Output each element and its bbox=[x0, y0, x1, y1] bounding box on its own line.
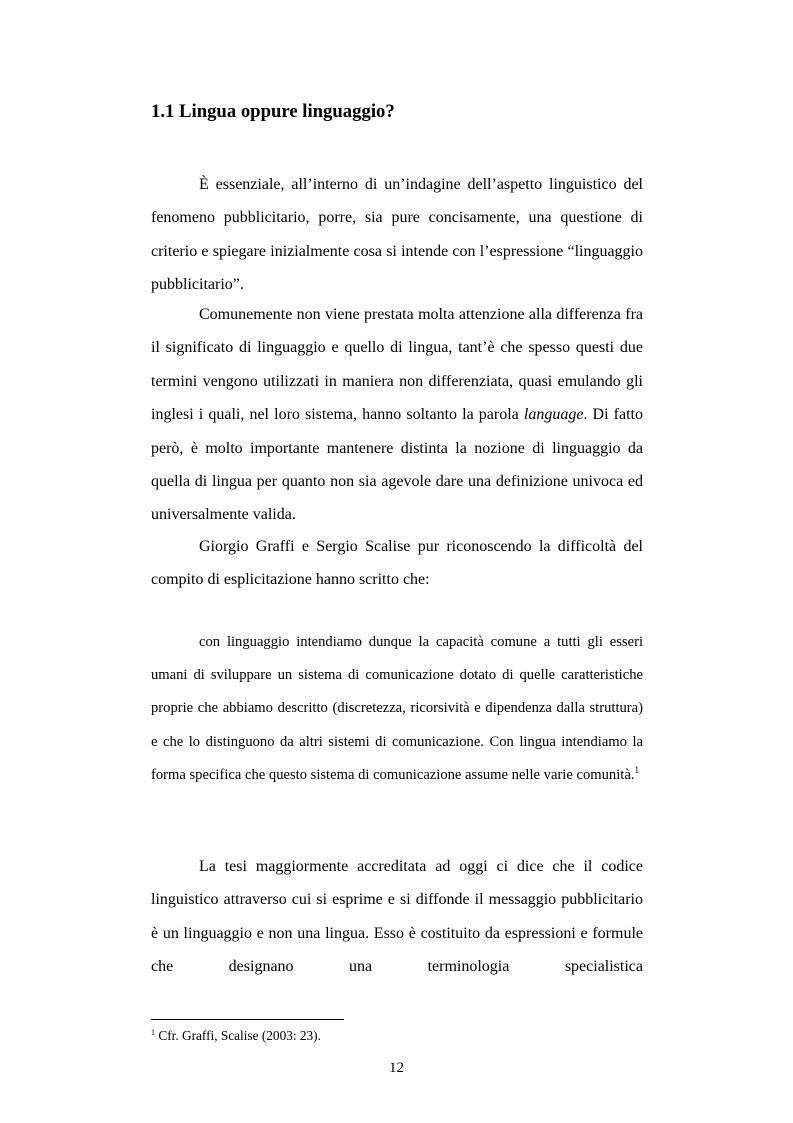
footnote-text: Cfr. Graffi, Scalise (2003: 23). bbox=[155, 1028, 321, 1043]
quote-text: con linguaggio intendiamo dunque la capacità comune a tutti gli esseri umani di sviluppare un sistema di comunicazione dotato di quelle caratteristiche proprie che abbiamo descritto (discretezza, ricorsività e dipendenza dalla struttura) e che lo distinguono da altri sistemi di comunicazione. Con lingua intendiamo la forma specifica che questo sistema di comunicazione assume nelle varie comunità. bbox=[151, 634, 643, 783]
section-heading: 1.1 Lingua oppure linguaggio? bbox=[151, 101, 395, 122]
paragraph-thesis: La tesi maggiormente accreditata ad oggi ci dice che il codice linguistico attraverso cui si esprime e si diffonde il messaggio pubblicitario è un linguaggio e non una lingua. Esso è costituito da espressioni e formule che designano una terminologia specialistica bbox=[151, 858, 643, 976]
italic-term: language bbox=[523, 406, 584, 424]
paragraph-text: . Di fatto però, è molto importante mantenere distinta la nozione di linguaggio da quella di lingua per quanto non sia agevole dare una definizione univoca ed universalmente valida. bbox=[151, 406, 643, 524]
footnote bbox=[151, 1027, 321, 1045]
paragraph-linguaggio-lingua bbox=[151, 298, 643, 532]
page-number: 12 bbox=[389, 1060, 404, 1076]
paragraph-intro: È essenziale, all’interno di un’indagine dell’aspetto linguistico del fenomeno pubblicitario, porre, sia pure concisamente, una questione di criterio e spiegare inizialmente cosa si intende con l’espressione “linguaggio pubblicitario”. bbox=[151, 176, 643, 294]
paragraph-text: Comunemente non viene prestata molta attenzione alla differenza fra il significato di linguaggio e quello di lingua, tant’è che spesso questi due termini vengono utilizzati in maniera non differenziata, quasi emulando gli inglesi i quali, nel loro sistema, hanno soltanto la parola bbox=[151, 306, 643, 424]
footnote-divider bbox=[151, 1019, 344, 1020]
paragraph-quote-intro: Giorgio Graffi e Sergio Scalise pur riconoscendo la difficoltà del compito di esplicitazione hanno scritto che: bbox=[151, 538, 643, 589]
footnote-reference[interactable]: 1 bbox=[634, 764, 639, 775]
footnote-marker: 1 bbox=[151, 1028, 155, 1037]
block-quote bbox=[151, 626, 643, 792]
